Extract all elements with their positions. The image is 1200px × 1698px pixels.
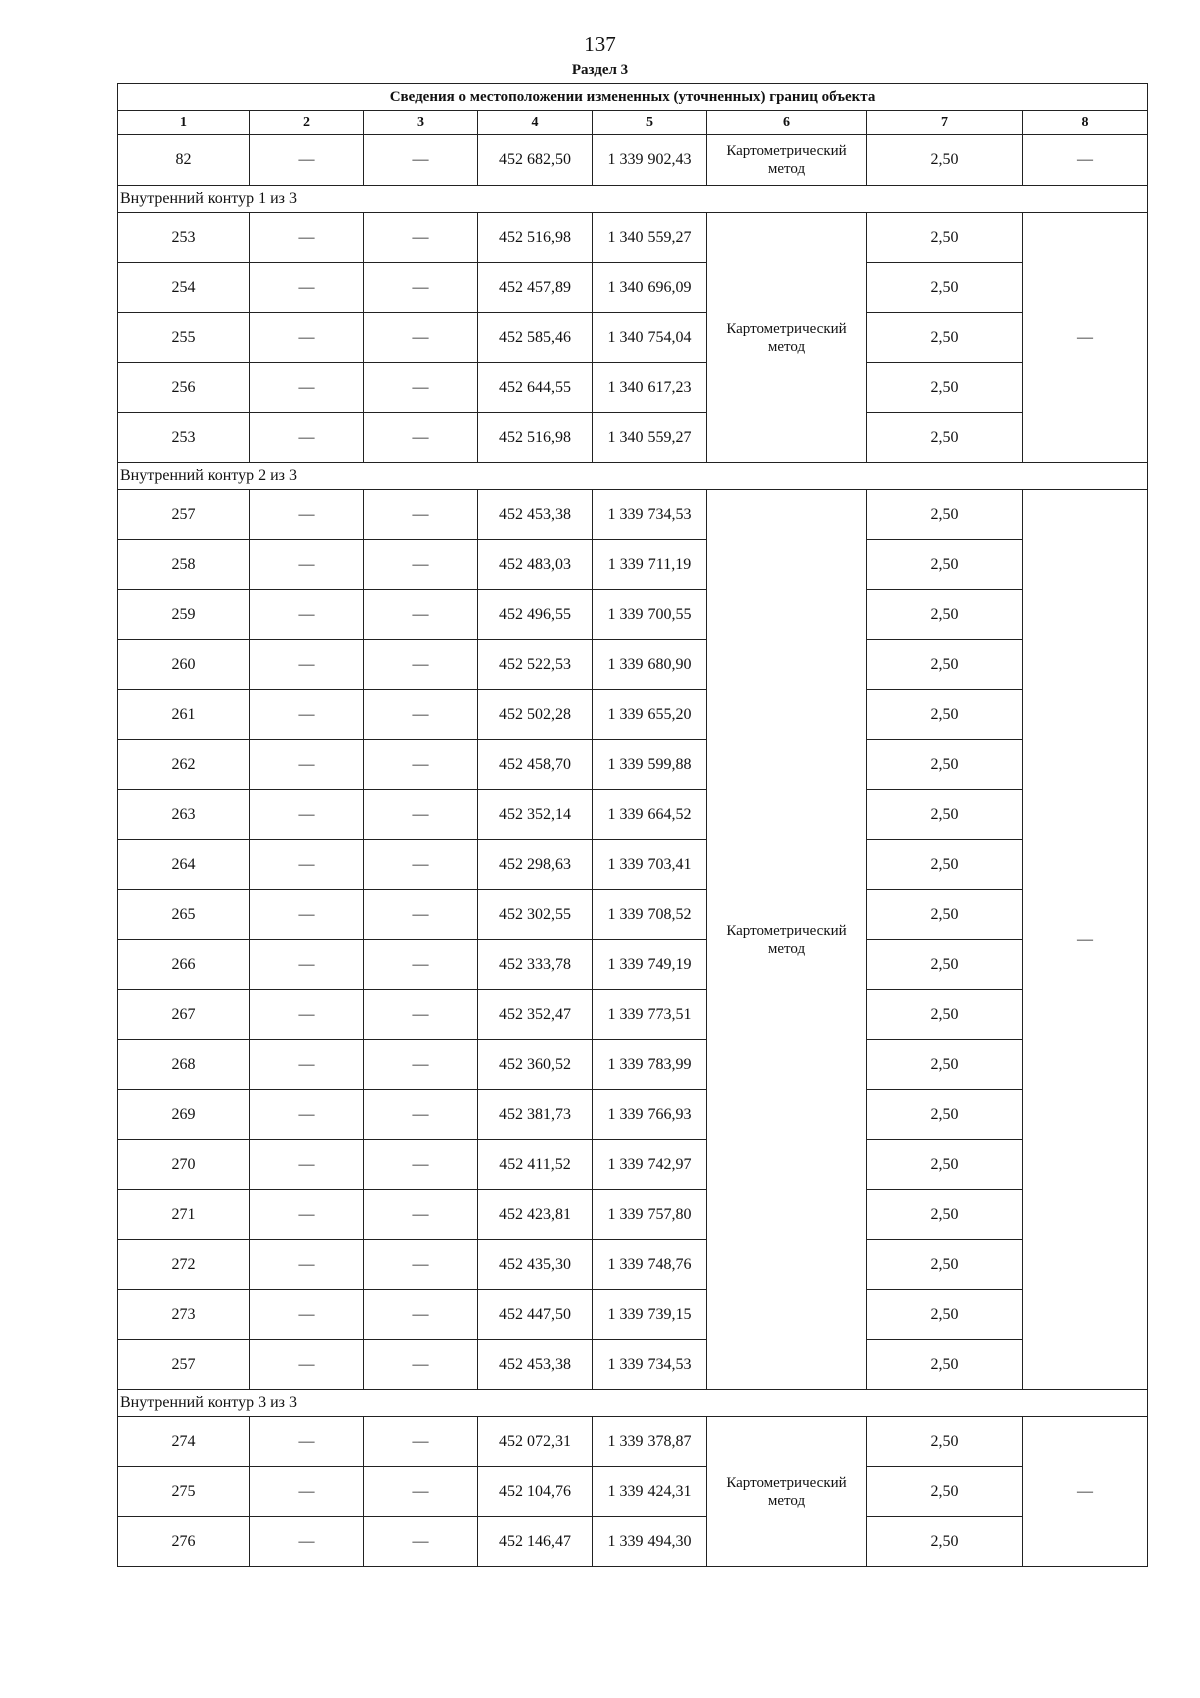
cell-col2: —: [250, 490, 364, 540]
coord-y: 1 339 708,52: [593, 890, 707, 940]
coord-x: 452 360,52: [478, 1040, 593, 1090]
accuracy-cell: 2,50: [867, 490, 1023, 540]
table-caption-row: [118, 84, 1148, 111]
point-number: 258: [118, 540, 250, 590]
accuracy-cell: 2,50: [867, 1090, 1023, 1140]
boundary-table: [117, 83, 1148, 1567]
table-row: [118, 490, 1148, 540]
contour-title: Внутренний контур 3 из 3: [118, 1390, 1148, 1417]
table-row: [118, 313, 1148, 363]
coord-x: 452 302,55: [478, 890, 593, 940]
table-row: [118, 1340, 1148, 1390]
coord-x: 452 381,73: [478, 1090, 593, 1140]
coord-x: 452 458,70: [478, 740, 593, 790]
point-number: 257: [118, 1340, 250, 1390]
point-number: 271: [118, 1190, 250, 1240]
cell-col2: —: [250, 740, 364, 790]
cell-col3: —: [364, 740, 478, 790]
cell-col2: —: [250, 1340, 364, 1390]
table-row: [118, 213, 1148, 263]
contour-title: Внутренний контур 2 из 3: [118, 463, 1148, 490]
accuracy-cell: 2,50: [867, 690, 1023, 740]
accuracy-cell: 2,50: [867, 363, 1023, 413]
cell-col2: —: [250, 890, 364, 940]
accuracy-cell: 2,50: [867, 1517, 1023, 1567]
point-number: 270: [118, 1140, 250, 1190]
point-number: 257: [118, 490, 250, 540]
coord-x: 452 457,89: [478, 263, 593, 313]
point-number: 255: [118, 313, 250, 363]
accuracy-cell: 2,50: [867, 1140, 1023, 1190]
column-numbers-row: [118, 111, 1148, 135]
coord-y: 1 339 711,19: [593, 540, 707, 590]
coord-y: 1 340 696,09: [593, 263, 707, 313]
coord-x: 452 516,98: [478, 213, 593, 263]
cell-col3: —: [364, 890, 478, 940]
table-row: [118, 1040, 1148, 1090]
coord-x: 452 453,38: [478, 1340, 593, 1390]
table-row: [118, 840, 1148, 890]
cell-col2: —: [250, 1290, 364, 1340]
point-number: 272: [118, 1240, 250, 1290]
accuracy-cell: 2,50: [867, 740, 1023, 790]
coord-y: 1 339 680,90: [593, 640, 707, 690]
coord-y: 1 339 734,53: [593, 1340, 707, 1390]
table-row: [118, 263, 1148, 313]
coord-x: 452 435,30: [478, 1240, 593, 1290]
cell-col3: —: [364, 1090, 478, 1140]
cell-col8: —: [1023, 490, 1148, 1390]
cell-col8: —: [1023, 135, 1148, 186]
contour-header-row: [118, 1390, 1148, 1417]
column-number: 6: [707, 111, 867, 135]
coord-y: 1 339 599,88: [593, 740, 707, 790]
page-number: 137: [584, 32, 616, 56]
cell-col3: —: [364, 640, 478, 690]
cell-col2: —: [250, 213, 364, 263]
coord-x: 452 411,52: [478, 1140, 593, 1190]
coord-x: 452 352,47: [478, 990, 593, 1040]
coord-x: 452 502,28: [478, 690, 593, 740]
point-number: 259: [118, 590, 250, 640]
accuracy-cell: 2,50: [867, 213, 1023, 263]
coord-y: 1 339 734,53: [593, 490, 707, 540]
cell-col2: —: [250, 1240, 364, 1290]
cell-col2: —: [250, 1040, 364, 1090]
point-number: 254: [118, 263, 250, 313]
coord-y: 1 339 748,76: [593, 1240, 707, 1290]
table-row: [118, 1090, 1148, 1140]
contour-header-row: [118, 186, 1148, 213]
contour-title: Внутренний контур 1 из 3: [118, 186, 1148, 213]
cell-col2: —: [250, 790, 364, 840]
cell-col2: —: [250, 840, 364, 890]
coord-y: 1 340 559,27: [593, 213, 707, 263]
cell-col3: —: [364, 1190, 478, 1240]
cell-col2: —: [250, 1190, 364, 1240]
table-row: [118, 363, 1148, 413]
table-row: [118, 640, 1148, 690]
point-number: 262: [118, 740, 250, 790]
coord-x: 452 522,53: [478, 640, 593, 690]
table-row: [118, 590, 1148, 640]
column-number: 5: [593, 111, 707, 135]
cell-col3: —: [364, 1467, 478, 1517]
accuracy-cell: 2,50: [867, 313, 1023, 363]
cell-col3: —: [364, 590, 478, 640]
accuracy-cell: 2,50: [867, 1040, 1023, 1090]
section-title: Раздел 3: [571, 62, 629, 78]
accuracy-cell: 2,50: [867, 413, 1023, 463]
accuracy-cell: 2,50: [867, 1290, 1023, 1340]
cell-col3: —: [364, 1040, 478, 1090]
column-number: 4: [478, 111, 593, 135]
table-row: [118, 1240, 1148, 1290]
cell-col3: —: [364, 1340, 478, 1390]
point-number: 266: [118, 940, 250, 990]
cell-col8: —: [1023, 213, 1148, 463]
cell-col2: —: [250, 413, 364, 463]
cell-col3: —: [364, 1140, 478, 1190]
point-number: 276: [118, 1517, 250, 1567]
cell-col3: —: [364, 213, 478, 263]
coord-y: 1 339 664,52: [593, 790, 707, 840]
table-row: [118, 135, 1148, 186]
cell-col3: —: [364, 790, 478, 840]
coord-y: 1 339 424,31: [593, 1467, 707, 1517]
point-number: 268: [118, 1040, 250, 1090]
coord-y: 1 340 754,04: [593, 313, 707, 363]
coord-x: 452 104,76: [478, 1467, 593, 1517]
point-number: 82: [118, 135, 250, 186]
accuracy-cell: 2,50: [867, 990, 1023, 1040]
accuracy-cell: 2,50: [867, 890, 1023, 940]
column-number: 1: [118, 111, 250, 135]
table-row: [118, 990, 1148, 1040]
point-number: 260: [118, 640, 250, 690]
table-row: [118, 690, 1148, 740]
cell-col3: —: [364, 263, 478, 313]
accuracy-cell: 2,50: [867, 940, 1023, 990]
table-row: [118, 890, 1148, 940]
table-row: [118, 1467, 1148, 1517]
coord-x: 452 483,03: [478, 540, 593, 590]
coord-y: 1 339 494,30: [593, 1517, 707, 1567]
cell-col2: —: [250, 363, 364, 413]
point-number: 269: [118, 1090, 250, 1140]
accuracy-cell: 2,50: [867, 1190, 1023, 1240]
cell-col2: —: [250, 940, 364, 990]
coord-y: 1 339 757,80: [593, 1190, 707, 1240]
method-cell: Картометрический метод: [707, 213, 867, 463]
table-row: [118, 1140, 1148, 1190]
column-number: 7: [867, 111, 1023, 135]
point-number: 263: [118, 790, 250, 840]
cell-col3: —: [364, 1290, 478, 1340]
coord-y: 1 339 773,51: [593, 990, 707, 1040]
coord-y: 1 339 700,55: [593, 590, 707, 640]
cell-col3: —: [364, 690, 478, 740]
coord-x: 452 423,81: [478, 1190, 593, 1240]
coord-x: 452 516,98: [478, 413, 593, 463]
coord-y: 1 339 378,87: [593, 1417, 707, 1467]
point-number: 256: [118, 363, 250, 413]
coord-y: 1 339 902,43: [593, 135, 707, 186]
cell-col2: —: [250, 1090, 364, 1140]
cell-col2: —: [250, 640, 364, 690]
point-number: 267: [118, 990, 250, 1040]
accuracy-cell: 2,50: [867, 1467, 1023, 1517]
cell-col3: —: [364, 363, 478, 413]
cell-col2: —: [250, 1517, 364, 1567]
accuracy-cell: 2,50: [867, 790, 1023, 840]
cell-col2: —: [250, 1417, 364, 1467]
column-number: 3: [364, 111, 478, 135]
cell-col2: —: [250, 690, 364, 740]
cell-col3: —: [364, 540, 478, 590]
coord-x: 452 453,38: [478, 490, 593, 540]
coord-y: 1 340 559,27: [593, 413, 707, 463]
accuracy-cell: 2,50: [867, 640, 1023, 690]
cell-col2: —: [250, 263, 364, 313]
column-number: 2: [250, 111, 364, 135]
table-row: [118, 1417, 1148, 1467]
coord-x: 452 333,78: [478, 940, 593, 990]
table-row: [118, 1290, 1148, 1340]
cell-col3: —: [364, 1417, 478, 1467]
cell-col2: —: [250, 540, 364, 590]
method-cell: Картометрический метод: [707, 490, 867, 1390]
coord-x: 452 447,50: [478, 1290, 593, 1340]
method-cell: Картометрический метод: [707, 135, 867, 186]
accuracy-cell: 2,50: [867, 540, 1023, 590]
table-row: [118, 413, 1148, 463]
cell-col3: —: [364, 490, 478, 540]
table-row: [118, 1190, 1148, 1240]
cell-col2: —: [250, 135, 364, 186]
cell-col8: —: [1023, 1417, 1148, 1567]
cell-col3: —: [364, 413, 478, 463]
coord-y: 1 339 742,97: [593, 1140, 707, 1190]
cell-col3: —: [364, 990, 478, 1040]
coord-x: 452 352,14: [478, 790, 593, 840]
coord-y: 1 340 617,23: [593, 363, 707, 413]
column-number: 8: [1023, 111, 1148, 135]
coord-x: 452 298,63: [478, 840, 593, 890]
point-number: 253: [118, 413, 250, 463]
coord-x: 452 072,31: [478, 1417, 593, 1467]
cell-col3: —: [364, 1517, 478, 1567]
table-row: [118, 740, 1148, 790]
cell-col3: —: [364, 840, 478, 890]
cell-col3: —: [364, 135, 478, 186]
point-number: 253: [118, 213, 250, 263]
coord-y: 1 339 783,99: [593, 1040, 707, 1090]
coord-x: 452 585,46: [478, 313, 593, 363]
accuracy-cell: 2,50: [867, 263, 1023, 313]
point-number: 275: [118, 1467, 250, 1517]
contour-header-row: [118, 463, 1148, 490]
cell-col2: —: [250, 990, 364, 1040]
coord-y: 1 339 766,93: [593, 1090, 707, 1140]
cell-col2: —: [250, 590, 364, 640]
point-number: 264: [118, 840, 250, 890]
cell-col2: —: [250, 1140, 364, 1190]
accuracy-cell: 2,50: [867, 1417, 1023, 1467]
cell-col2: —: [250, 313, 364, 363]
coord-x: 452 644,55: [478, 363, 593, 413]
coord-y: 1 339 703,41: [593, 840, 707, 890]
table-row: [118, 540, 1148, 590]
cell-col3: —: [364, 313, 478, 363]
method-cell: Картометрический метод: [707, 1417, 867, 1567]
accuracy-cell: 2,50: [867, 840, 1023, 890]
table-row: [118, 940, 1148, 990]
point-number: 273: [118, 1290, 250, 1340]
table-row: [118, 1517, 1148, 1567]
point-number: 261: [118, 690, 250, 740]
table-title: Сведения о местоположении измененных (уточненных) границ объекта: [118, 84, 1148, 111]
coord-x: 452 496,55: [478, 590, 593, 640]
accuracy-cell: 2,50: [867, 590, 1023, 640]
accuracy-cell: 2,50: [867, 135, 1023, 186]
coord-y: 1 339 655,20: [593, 690, 707, 740]
cell-col2: —: [250, 1467, 364, 1517]
accuracy-cell: 2,50: [867, 1240, 1023, 1290]
point-number: 274: [118, 1417, 250, 1467]
cell-col3: —: [364, 940, 478, 990]
cell-col3: —: [364, 1240, 478, 1290]
coord-x: 452 682,50: [478, 135, 593, 186]
accuracy-cell: 2,50: [867, 1340, 1023, 1390]
point-number: 265: [118, 890, 250, 940]
coord-y: 1 339 739,15: [593, 1290, 707, 1340]
coord-y: 1 339 749,19: [593, 940, 707, 990]
coord-x: 452 146,47: [478, 1517, 593, 1567]
table-row: [118, 790, 1148, 840]
